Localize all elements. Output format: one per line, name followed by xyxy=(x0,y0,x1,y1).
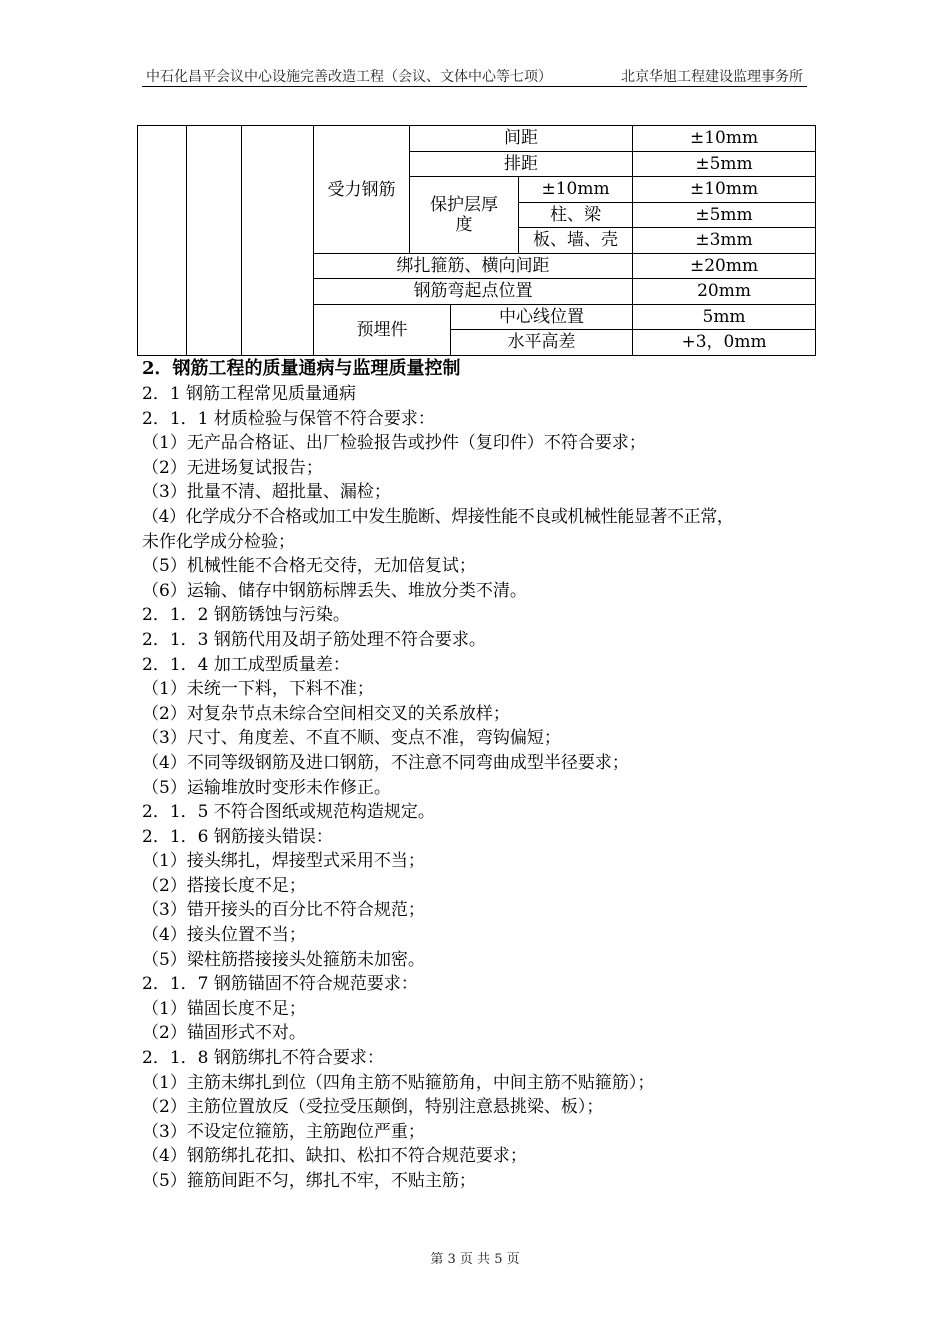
page-header xyxy=(142,64,807,87)
text-line: （4）不同等级钢筋及进口钢筋，不注意不同弯曲成型半径要求； xyxy=(142,752,629,773)
table-cell-embed: 预埋件 xyxy=(314,304,451,355)
text-line: （1）接头绑扎，焊接型式采用不当； xyxy=(142,851,425,872)
table-cell-rebar: 受力钢筋 xyxy=(314,126,410,254)
table-cell-blank xyxy=(187,126,242,356)
text-line: （1）无产品合格证、出厂检验报告或抄件（复印件）不符合要求； xyxy=(142,433,646,454)
table-cell-cover-c: 板、墙、壳 xyxy=(519,228,633,254)
table-cell-bend: 钢筋弯起点位置 xyxy=(314,279,633,305)
text-line: （3）尺寸、角度差、不直不顺、变点不准，弯钩偏短； xyxy=(142,728,561,749)
text-line: （4）化学成分不合格或加工中发生脆断、焊接性能不良或机械性能显著不正常， xyxy=(142,506,734,527)
table-cell-blank xyxy=(242,126,314,356)
text-line: （2）搭接长度不足； xyxy=(142,875,306,896)
text-line: 2．1．3 钢筋代用及胡子筋处理不符合要求。 xyxy=(142,629,486,650)
text-line: （2）主筋位置放反（受拉受压颠倒，特别注意悬挑梁、板）； xyxy=(142,1097,604,1118)
table-cell-row-spacing: 排距 xyxy=(410,151,633,177)
text-line: （2）锚固形式不对。 xyxy=(142,1023,306,1044)
table-cell-spacing-tol: ±10mm xyxy=(633,126,816,152)
table-cell-row-spacing-tol: ±5mm xyxy=(633,151,816,177)
text-line: （1）未统一下料，下料不准； xyxy=(142,679,374,700)
text-line: 2．1．8 钢筋绑扎不符合要求： xyxy=(142,1048,384,1069)
table-cell-level: 水平高差 xyxy=(451,330,633,356)
table-cell-center-tol: 5mm xyxy=(633,304,816,330)
text-line: （5）箍筋间距不匀，绑扎不牢，不贴主筋； xyxy=(142,1171,476,1191)
table-cell-cover-a: ±10mm xyxy=(519,177,633,203)
page-footer: 第 3 页 共 5 页 xyxy=(430,1252,520,1267)
text-line: （3）批量不清、超批量、漏检； xyxy=(142,482,391,503)
text-line: 2．1．1 材质检验与保管不符合要求： xyxy=(142,408,435,429)
text-line: （3）不设定位箍筋，主筋跑位严重； xyxy=(142,1121,425,1142)
text-line: 未作化学成分检验； xyxy=(142,531,295,552)
table-cell-level-tol: +3，0mm xyxy=(633,330,816,356)
text-line: 2．1．6 钢筋接头错误： xyxy=(142,826,333,847)
table-cell-center: 中心线位置 xyxy=(451,304,633,330)
header-project-name: 中石化昌平会议中心设施完善改造工程（会议、文体中心等七项） xyxy=(146,69,552,85)
table-row xyxy=(138,126,816,152)
table-cell-cover-c-tol: ±3mm xyxy=(633,228,816,254)
table-cell-bend-tol: 20mm xyxy=(633,279,816,305)
table-cell-stirrup-tol: ±20mm xyxy=(633,253,816,279)
table-cell-cover-a-tol: ±10mm xyxy=(633,177,816,203)
table-cell-stirrup: 绑扎箍筋、横向间距 xyxy=(314,253,633,279)
table-cell-cover-b-tol: ±5mm xyxy=(633,202,816,228)
table-cell-cover-b: 柱、梁 xyxy=(519,202,633,228)
text-line: 2．1．4 加工成型质量差： xyxy=(142,654,350,675)
text-line: 2．1 钢筋工程常见质量通病 xyxy=(142,384,357,404)
tolerance-table xyxy=(137,125,816,356)
table-cell-cover: 保护层厚度 xyxy=(410,177,519,254)
text-line: 2．1．2 钢筋锈蚀与污染。 xyxy=(142,605,350,626)
text-line: （4）钢筋绑扎花扣、缺扣、松扣不符合规范要求； xyxy=(142,1146,527,1167)
document-body xyxy=(142,356,822,1194)
text-line: 2．1．5 不符合图纸或规范构造规定。 xyxy=(142,802,435,823)
table-cell-blank xyxy=(138,126,187,356)
text-line: （6）运输、储存中钢筋标牌丢失、堆放分类不清。 xyxy=(142,580,527,601)
header-company-name: 北京华旭工程建设监理事务所 xyxy=(621,69,803,85)
text-line: （1）主筋未绑扎到位（四角主筋不贴箍筋角，中间主筋不贴箍筋）； xyxy=(142,1072,655,1093)
text-line: （4）接头位置不当； xyxy=(142,925,306,946)
section-title: 2．钢筋工程的质量通病与监理质量控制 xyxy=(142,358,461,379)
text-line: 2．1．7 钢筋锚固不符合规范要求： xyxy=(142,974,418,995)
text-line: （5）运输堆放时变形未作修正。 xyxy=(142,777,391,798)
text-line: （2）无进场复试报告； xyxy=(142,457,323,478)
table-cell-spacing: 间距 xyxy=(410,126,633,152)
text-line: （5）机械性能不合格无交待，无加倍复试； xyxy=(142,556,476,577)
text-line: （3）错开接头的百分比不符合规范； xyxy=(142,900,425,921)
text-line: （2）对复杂节点未综合空间相交叉的关系放样； xyxy=(142,703,510,724)
text-line: （1）锚固长度不足； xyxy=(142,998,306,1019)
text-line: （5）梁柱筋搭接接头处箍筋未加密。 xyxy=(142,949,425,970)
